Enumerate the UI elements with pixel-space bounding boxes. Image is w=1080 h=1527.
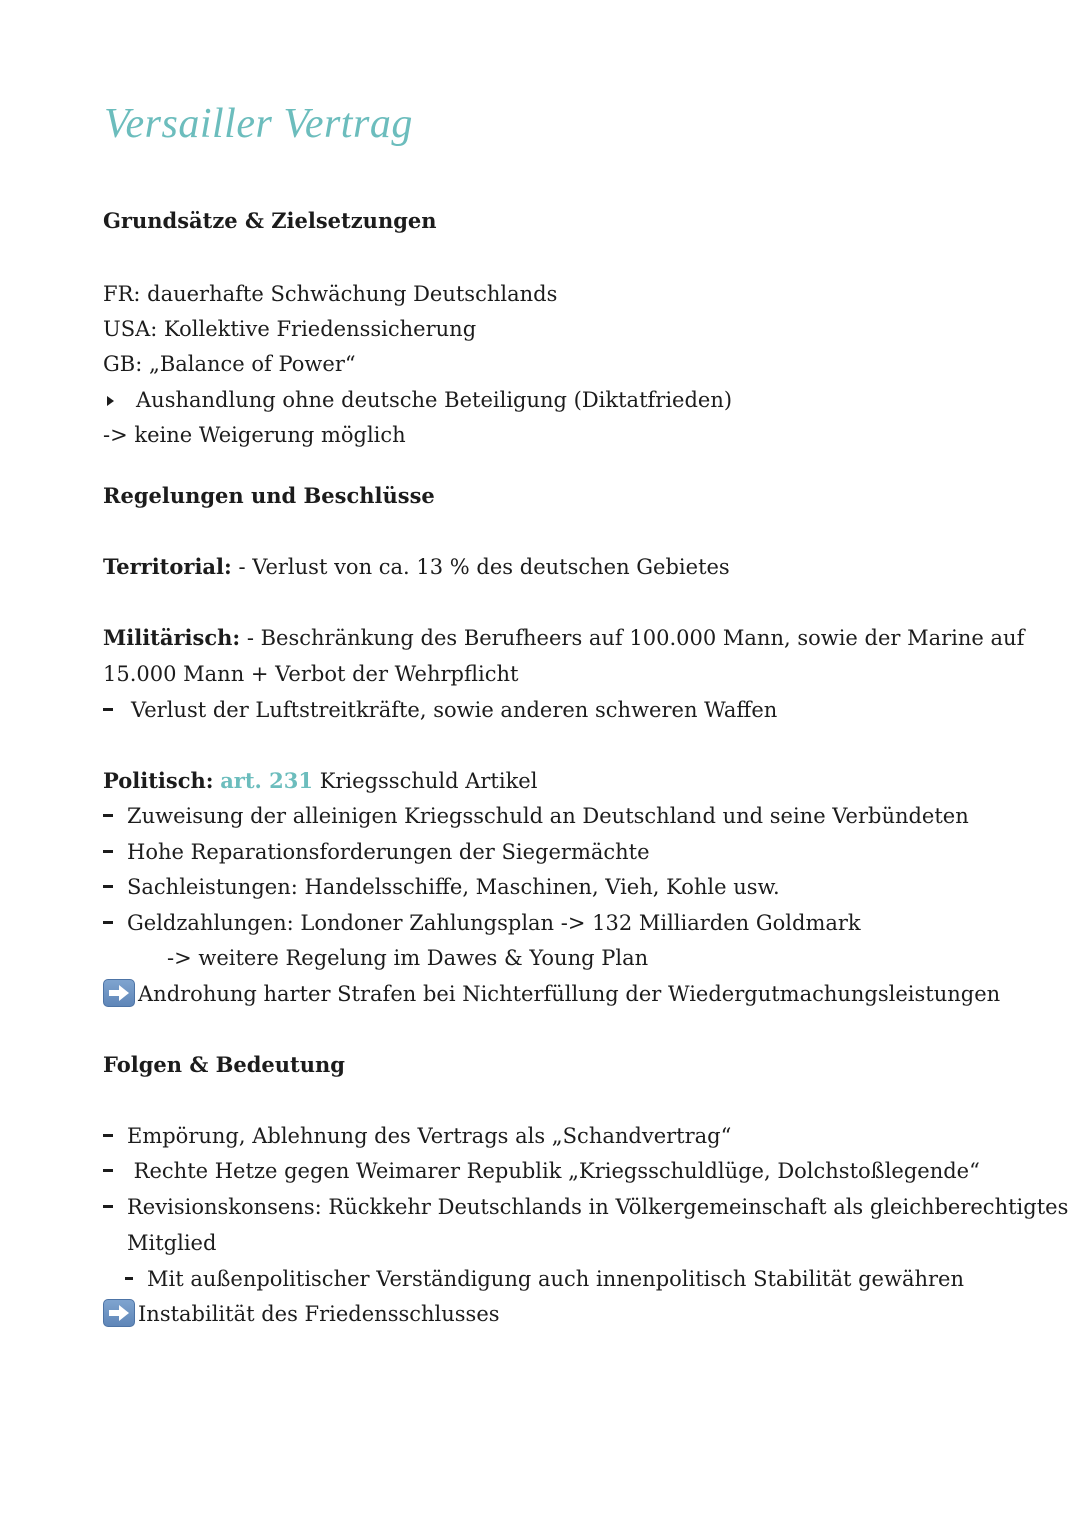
bullet-text: Revisionskonsens: Rückkehr Deutschlands in Völkergemeinschaft als gleichberechtigtes (127, 1195, 1069, 1219)
political-text: Kriegsschuld Artikel (313, 769, 538, 793)
dash-bullet-icon (103, 1205, 113, 1208)
bullet-text: Aushandlung ohne deutsche Beteiligung (Diktatfrieden) (136, 388, 733, 412)
military-line-cont: 15.000 Mann + Verbot der Wehrpflicht (103, 662, 519, 686)
bullet-item-revisionskonsens (103, 1193, 1068, 1221)
section-heading-folgen: Folgen & Bedeutung (103, 1052, 345, 1077)
military-label: Militärisch: (103, 625, 241, 650)
section-heading-grundsaetze: Grundsätze & Zielsetzungen (103, 208, 437, 233)
dash-bullet-icon (103, 708, 113, 711)
sub-line-dawes-young: -> weitere Regelung im Dawes & Young Plan (167, 946, 649, 970)
right-arrow-icon (103, 979, 135, 1007)
dash-bullet-icon (103, 850, 113, 853)
text-line-weigerung: -> keine Weigerung möglich (103, 423, 406, 447)
sub-bullet-item-verstaendigung (125, 1265, 964, 1293)
bullet-continuation: Mitglied (127, 1231, 217, 1255)
triangle-bullet-icon (107, 396, 114, 406)
dash-bullet-icon (125, 1277, 133, 1280)
bullet-item-hetze (103, 1157, 980, 1185)
bullet-text: Hohe Reparationsforderungen der Siegermächte (127, 840, 650, 864)
conclusion-line-instabilitaet (103, 1300, 500, 1330)
bullet-item-kriegsschuld (103, 802, 969, 830)
dash-bullet-icon (103, 921, 113, 924)
bullet-item-geldzahlungen (103, 909, 861, 937)
right-arrow-icon (103, 1299, 135, 1327)
bullet-text: Empörung, Ablehnung des Vertrags als „Schandvertrag“ (127, 1124, 732, 1148)
text-line-usa: USA: Kollektive Friedenssicherung (103, 317, 477, 341)
dash-bullet-icon (103, 1169, 113, 1172)
bullet-item-aushandlung (103, 386, 732, 414)
text-line-fr: FR: dauerhafte Schwächung Deutschlands (103, 282, 558, 306)
conclusion-line-strafen (103, 980, 1000, 1010)
dash-bullet-icon (103, 814, 113, 817)
conclusion-text: Androhung harter Strafen bei Nichterfüllung der Wiedergutmachungsleistungen (138, 982, 1001, 1006)
political-line (103, 767, 537, 795)
conclusion-text: Instabilität des Friedensschlusses (138, 1302, 500, 1326)
article-reference: art. 231 (220, 768, 314, 793)
political-label: Politisch: (103, 768, 214, 793)
bullet-text: Mit außenpolitischer Verständigung auch innenpolitisch Stabilität gewähren (147, 1267, 965, 1291)
document-title: Versailler Vertrag (104, 101, 413, 147)
territorial-text: - Verlust von ca. 13 % des deutschen Gebietes (231, 555, 730, 579)
bullet-text: Verlust der Luftstreitkräfte, sowie anderen schweren Waffen (131, 698, 778, 722)
text-line-gb: GB: „Balance of Power“ (103, 352, 356, 376)
dash-bullet-icon (103, 1134, 113, 1137)
territorial-label: Territorial: (103, 554, 232, 579)
dash-bullet-icon (103, 885, 113, 888)
bullet-item-empoerung (103, 1122, 731, 1150)
military-line (103, 624, 1024, 652)
territorial-line (103, 553, 730, 581)
bullet-text: Zuweisung der alleinigen Kriegsschuld an Deutschland und seine Verbündeten (127, 804, 969, 828)
section-heading-regelungen: Regelungen und Beschlüsse (103, 483, 435, 508)
bullet-text: Geldzahlungen: Londoner Zahlungsplan -> 132 Milliarden Goldmark (127, 911, 861, 935)
bullet-text: Rechte Hetze gegen Weimarer Republik „Kriegsschuldlüge, Dolchstoßlegende“ (127, 1159, 980, 1183)
bullet-item-luftstreitkraefte (103, 696, 777, 724)
bullet-item-reparationen (103, 838, 650, 866)
military-text: - Beschränkung des Berufheers auf 100.000 Mann, sowie der Marine auf (240, 626, 1025, 650)
bullet-item-sachleistungen (103, 873, 780, 901)
bullet-text: Sachleistungen: Handelsschiffe, Maschinen, Vieh, Kohle usw. (127, 875, 780, 899)
